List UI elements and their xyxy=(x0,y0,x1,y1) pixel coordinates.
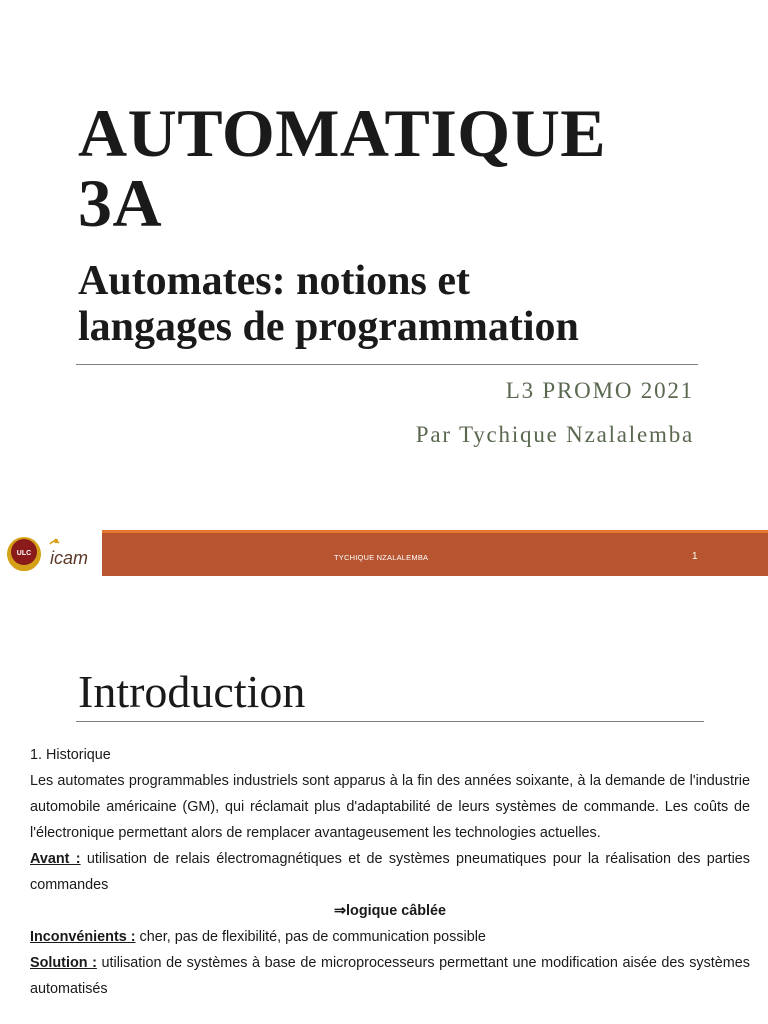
inconvenients-text: cher, pas de flexibilité, pas de communication possible xyxy=(135,929,486,945)
subsection-heading: 1. Historique xyxy=(30,747,111,763)
inconvenients-label: Inconvénients : xyxy=(30,929,136,945)
author-label: Par Tychique Nzalalemba xyxy=(415,422,694,447)
title-divider xyxy=(76,364,698,365)
section-divider xyxy=(76,721,704,722)
footer-band xyxy=(102,530,768,576)
avant-paragraph xyxy=(30,846,750,898)
solution-label: Solution : xyxy=(30,955,97,971)
history-paragraph: Les automates programmables industriels sont apparus à la fin des années soixante, à la demande de l'industrie automobile américaine (GM), qui réclamait plus d'adaptabilité de leurs systèmes de commande. Les coûts de l'électronique permettant alors de remplacer avantageusement les technologies actuelles. xyxy=(30,773,750,841)
subtitle-line-1: Automates: notions et xyxy=(78,258,470,304)
logo-badge-text: ULC xyxy=(16,550,32,557)
ulc-icam-logo-icon xyxy=(4,532,102,576)
logo-brand-text: icam xyxy=(50,548,89,568)
inconvenients-paragraph xyxy=(30,924,750,950)
promo-label: L3 PROMO 2021 xyxy=(505,378,694,403)
solution-text: utilisation de systèmes à base de microprocesseurs permettant une modification aisée des systèmes automatisés xyxy=(30,955,750,997)
slide-title xyxy=(78,95,718,241)
slide-subtitle xyxy=(78,258,738,350)
implication-line: ⇒logique câblée xyxy=(333,903,447,919)
page-number: 1 xyxy=(692,551,698,562)
title-line-1: AUTOMATIQUE xyxy=(78,95,607,171)
section-title: Introduction xyxy=(78,666,306,717)
footer-accent-line xyxy=(102,530,768,533)
subtitle-line-2: langages de programmation xyxy=(78,304,579,350)
footer-author: TYCHIQUE NZALALEMBA xyxy=(334,553,429,562)
slide-body xyxy=(30,742,750,1002)
solution-paragraph xyxy=(30,950,750,1002)
title-line-2: 3A xyxy=(78,165,163,241)
avant-label: Avant : xyxy=(30,851,81,867)
avant-text: utilisation de relais électromagnétiques et de systèmes pneumatiques pour la réalisation des parties commandes xyxy=(30,851,750,893)
